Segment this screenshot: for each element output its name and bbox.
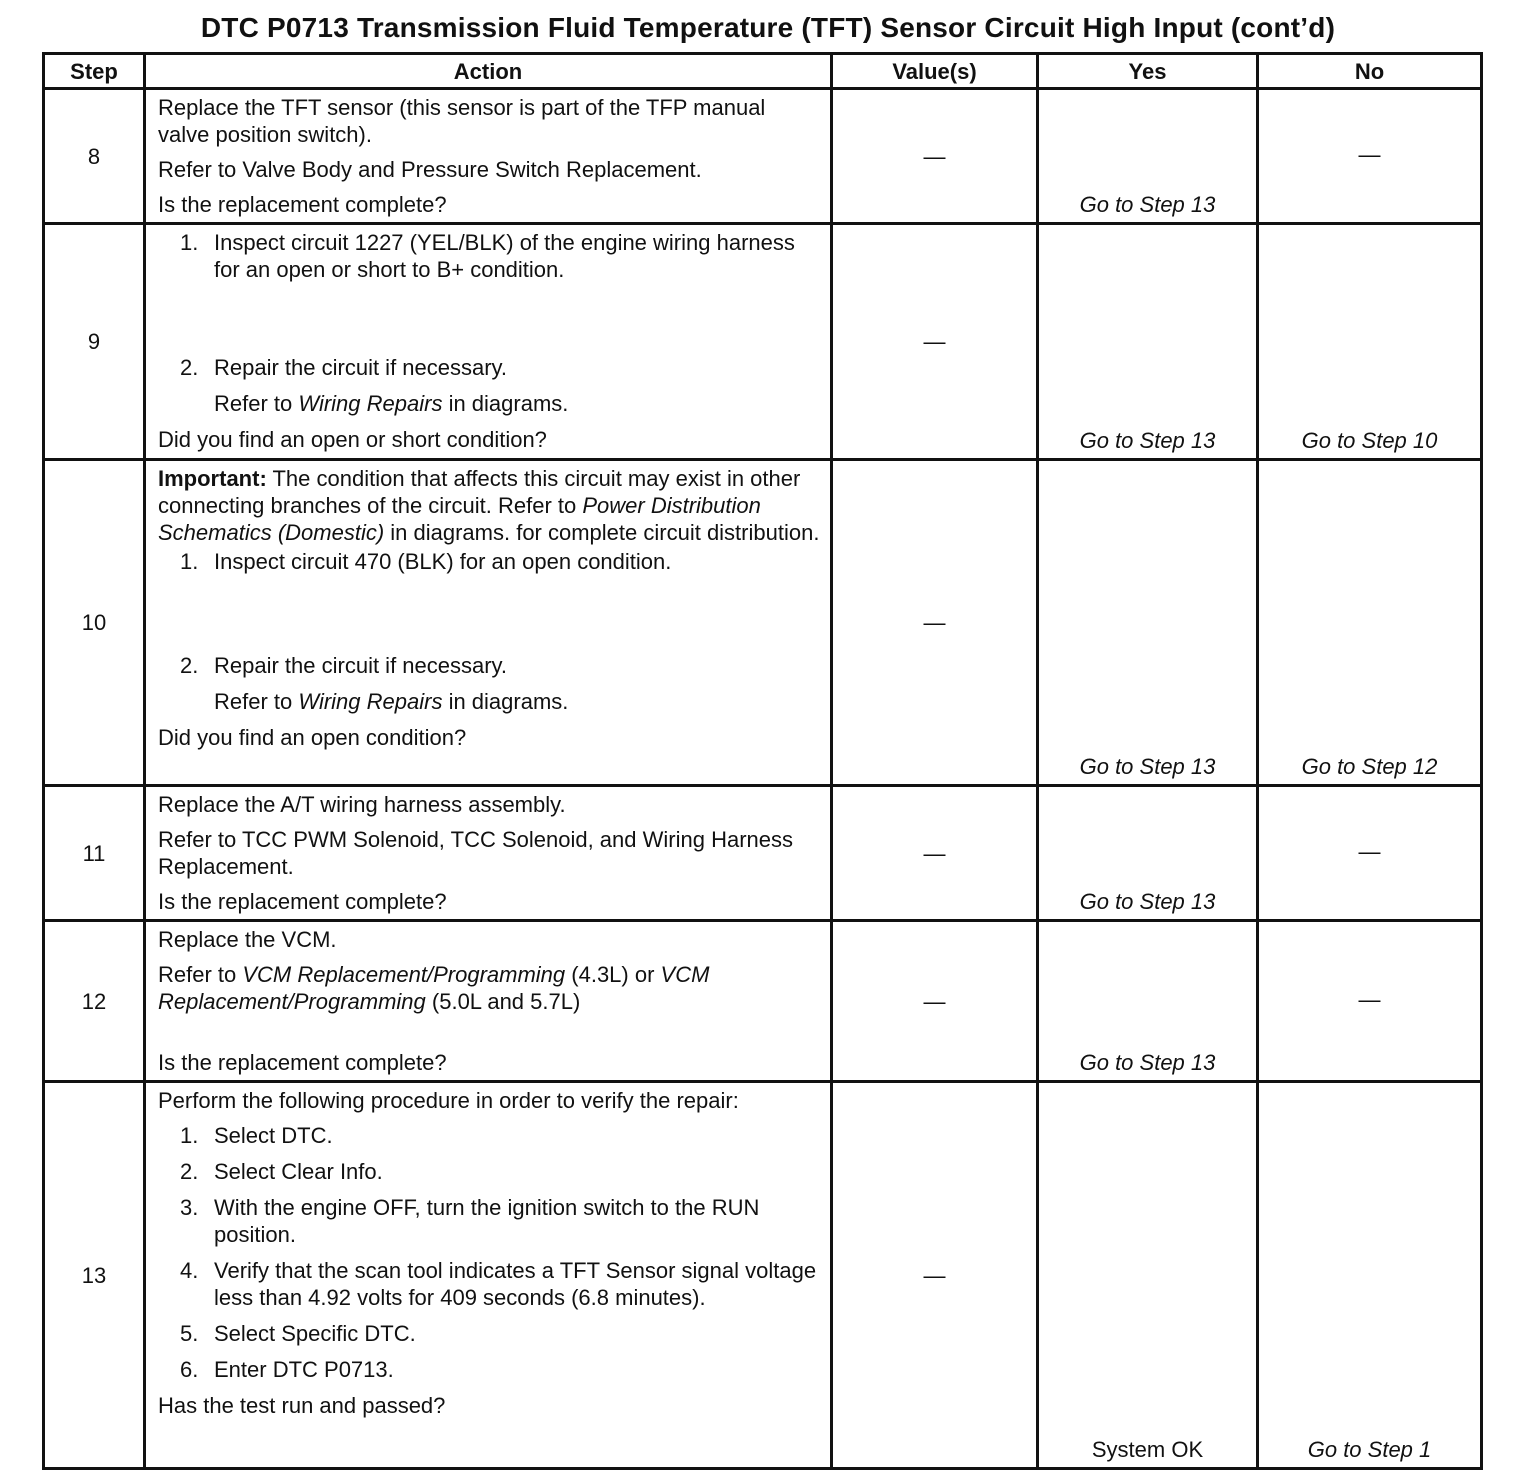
list-number: 1. <box>180 1123 199 1148</box>
table-row <box>44 786 1482 921</box>
header-yes: Yes <box>1038 54 1258 89</box>
value-cell: — <box>832 1082 1038 1469</box>
note-text: in diagrams. for complete circuit distribution. <box>384 520 820 545</box>
table-row <box>44 89 1482 224</box>
yes-cell: Go to Step 13 <box>1038 89 1258 224</box>
action-text: Refer to TCC PWM Solenoid, TCC Solenoid, and Wiring Harness Replacement. <box>158 827 793 879</box>
header-step: Step <box>44 54 145 89</box>
list-text: Select Specific DTC. <box>214 1321 416 1346</box>
ref-title: Wiring Repairs <box>298 391 443 416</box>
ref-suffix: in diagrams. <box>442 391 569 416</box>
action-cell <box>145 786 832 921</box>
list-item <box>158 229 820 283</box>
yes-cell <box>1038 1082 1258 1469</box>
list-item <box>158 354 820 381</box>
value-cell: — <box>832 89 1038 224</box>
action-cell <box>145 921 832 1082</box>
yes-cell: Go to Step 13 <box>1038 786 1258 921</box>
table-row <box>44 1082 1482 1469</box>
note-text: The condition that affects this circuit may exist in other connecting branches of the circuit. Refer to <box>158 466 801 518</box>
list-number: 3. <box>180 1195 199 1220</box>
action-question: Has the test run and passed? <box>158 1393 446 1418</box>
list-number: 2. <box>180 1159 199 1184</box>
ref-title: VCM Replacement/Programming <box>158 962 710 1014</box>
list-item <box>158 1356 820 1383</box>
list-number: 5. <box>180 1321 199 1346</box>
action-text: Replace the TFT sensor (this sensor is part of the TFP manual valve position switch). <box>158 95 766 147</box>
action-text: Replace the A/T wiring harness assembly. <box>158 792 566 817</box>
note-ref-title: Power Distribution Schematics (Domestic) <box>158 493 761 545</box>
header-values: Value(s) <box>832 54 1038 89</box>
list-item <box>158 1257 820 1311</box>
value-cell: — <box>832 786 1038 921</box>
list-item <box>158 652 820 679</box>
list-number: 1. <box>180 549 199 574</box>
value-cell: — <box>832 224 1038 460</box>
list-text: Inspect circuit 470 (BLK) for an open condition. <box>214 549 672 574</box>
yes-cell: Go to Step 13 <box>1038 224 1258 460</box>
ref-suffix: in diagrams. <box>442 689 569 714</box>
list-item <box>158 1158 820 1185</box>
action-text: Replace the VCM. <box>158 927 337 952</box>
action-cell <box>145 89 832 224</box>
list-text: Inspect circuit 1227 (YEL/BLK) of the engine wiring harness for an open or short to B+ condition. <box>214 230 795 282</box>
list-number: 6. <box>180 1357 199 1382</box>
ref-text: (4.3L) or <box>565 962 661 987</box>
ref-prefix: Refer to <box>214 391 299 416</box>
ref-suffix: (5.0L and 5.7L) <box>425 989 581 1014</box>
important-note <box>158 465 820 546</box>
important-label: Important: <box>158 466 267 491</box>
header-action: Action <box>145 54 832 89</box>
step-number: 12 <box>44 921 145 1082</box>
list-text: Repair the circuit if necessary. <box>214 653 508 678</box>
list-number: 2. <box>180 653 199 678</box>
result-text: System OK <box>1091 1437 1204 1462</box>
ref-title: Wiring Repairs <box>298 689 443 714</box>
list-number: 1. <box>180 230 199 255</box>
step-number: 9 <box>44 224 145 460</box>
list-number: 2. <box>180 355 199 380</box>
no-cell: Go to Step 12 <box>1258 460 1482 786</box>
table-row <box>44 460 1482 786</box>
yes-cell: Go to Step 13 <box>1038 460 1258 786</box>
value-cell: — <box>832 460 1038 786</box>
diagnostic-table <box>42 52 1483 1470</box>
header-row <box>44 54 1482 89</box>
list-text: Repair the circuit if necessary. <box>214 355 508 380</box>
no-cell: — <box>1258 786 1482 921</box>
page-title: DTC P0713 Transmission Fluid Temperature (TFT) Sensor Circuit High Input (cont’d) <box>200 12 1336 43</box>
ref-prefix: Refer to <box>214 689 299 714</box>
ref-title: VCM Replacement/Programming <box>242 962 566 987</box>
step-number: 13 <box>44 1082 145 1469</box>
action-cell <box>145 1082 832 1469</box>
list-item <box>158 1194 820 1248</box>
no-cell: — <box>1258 89 1482 224</box>
action-question: Is the replacement complete? <box>158 1050 447 1075</box>
reference-text <box>158 688 820 715</box>
action-text <box>158 961 820 1015</box>
value-cell: — <box>832 921 1038 1082</box>
action-question: Did you find an open condition? <box>158 725 467 750</box>
table-row <box>44 921 1482 1082</box>
table-row <box>44 224 1482 460</box>
action-question: Is the replacement complete? <box>158 889 447 914</box>
action-question: Is the replacement complete? <box>158 192 447 217</box>
no-cell: — <box>1258 921 1482 1082</box>
list-number: 4. <box>180 1258 199 1283</box>
step-number: 10 <box>44 460 145 786</box>
action-text: Refer to Valve Body and Pressure Switch Replacement. <box>158 157 702 182</box>
action-text: Perform the following procedure in order to verify the repair: <box>158 1088 739 1113</box>
list-item <box>158 1320 820 1347</box>
yes-cell: Go to Step 13 <box>1038 921 1258 1082</box>
step-number: 8 <box>44 89 145 224</box>
ref-prefix: Refer to <box>158 962 243 987</box>
header-no: No <box>1258 54 1482 89</box>
action-question: Did you find an open or short condition? <box>158 427 547 452</box>
action-cell <box>145 460 832 786</box>
action-cell <box>145 224 832 460</box>
step-number: 11 <box>44 786 145 921</box>
reference-text <box>158 390 820 417</box>
list-item <box>158 1122 820 1149</box>
no-cell: Go to Step 1 <box>1258 1082 1482 1469</box>
list-text: With the engine OFF, turn the ignition switch to the RUN position. <box>214 1195 760 1247</box>
list-text: Select DTC. <box>214 1123 333 1148</box>
no-cell: Go to Step 10 <box>1258 224 1482 460</box>
list-text: Verify that the scan tool indicates a TFT Sensor signal voltage less than 4.92 volts for 409 seconds (6.8 minutes). <box>214 1258 817 1310</box>
list-item <box>158 548 820 575</box>
list-text: Select Clear Info. <box>214 1159 383 1184</box>
list-text: Enter DTC P0713. <box>214 1357 394 1382</box>
